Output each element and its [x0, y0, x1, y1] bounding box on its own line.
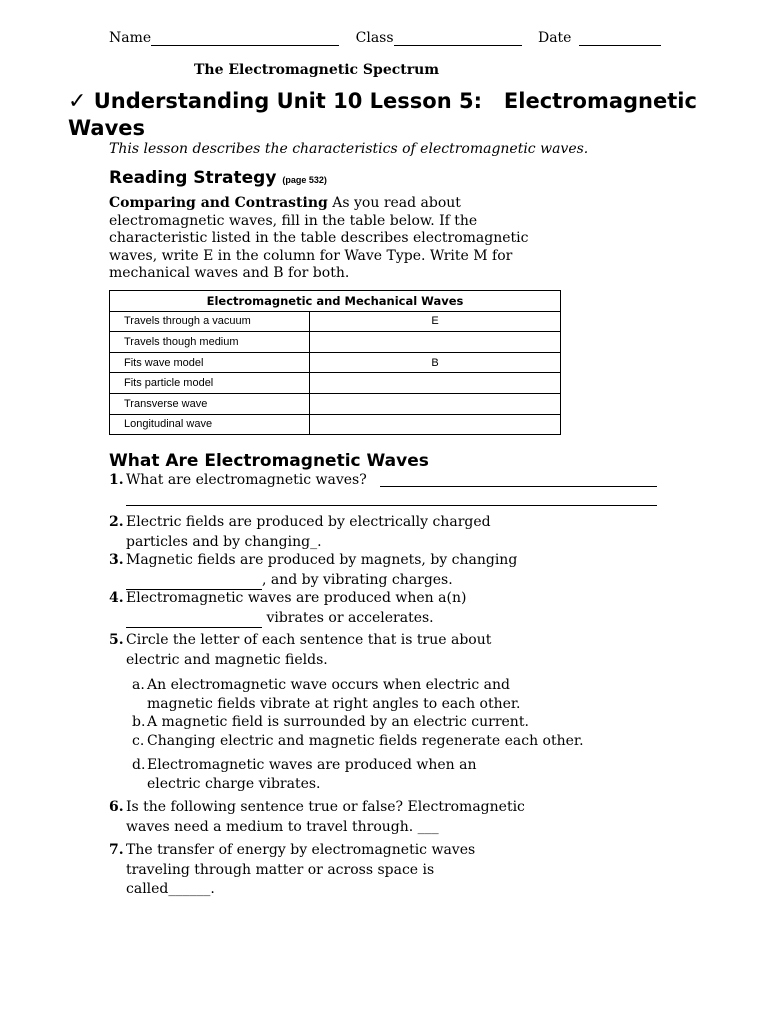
table-row	[110, 373, 561, 394]
table-row	[110, 393, 561, 414]
option-letter[interactable]: d.	[132, 757, 146, 773]
question-4	[109, 589, 669, 628]
name-field[interactable]	[151, 31, 339, 46]
question-text-end: vibrates or accelerates.	[262, 609, 434, 626]
table-title: Electromagnetic and Mechanical Waves	[110, 291, 561, 312]
question-number: 2.	[109, 514, 124, 530]
strategy-lead: Comparing and Contrasting	[109, 195, 328, 211]
question-1	[109, 471, 669, 491]
wave-type-cell[interactable]	[310, 373, 561, 394]
worksheet-subtitle: The Electromagnetic Spectrum	[194, 62, 440, 78]
wave-type-cell[interactable]	[310, 332, 561, 353]
header-line	[109, 30, 661, 46]
table-row	[110, 352, 561, 373]
class-field[interactable]	[394, 31, 522, 46]
reading-strategy-title: Reading Strategy	[109, 168, 277, 188]
table-row	[110, 414, 561, 435]
table-row	[110, 332, 561, 353]
section-heading: What Are Electromagnetic Waves	[109, 451, 429, 471]
option-letter[interactable]: c.	[132, 733, 145, 749]
answer-blank[interactable]	[126, 613, 262, 628]
option-text: An electromagnetic wave occurs when electric and magnetic fields vibrate at right angles to each other.	[147, 677, 521, 712]
lesson-intro: This lesson describes the characteristics of electromagnetic waves.	[109, 141, 589, 157]
wave-type-cell[interactable]: B	[310, 352, 561, 373]
option-a[interactable]	[132, 676, 612, 713]
row-label: Transverse wave	[110, 393, 310, 414]
row-label: Fits particle model	[110, 373, 310, 394]
row-label: Fits wave model	[110, 352, 310, 373]
wave-type-cell[interactable]: E	[310, 311, 561, 332]
reading-strategy-paragraph	[109, 195, 559, 283]
option-text: Changing electric and magnetic fields regenerate each other.	[147, 733, 584, 749]
wave-type-cell[interactable]	[310, 393, 561, 414]
question-text-end: , and by vibrating charges.	[262, 571, 453, 588]
question-number: 6.	[109, 799, 124, 815]
row-label: Longitudinal wave	[110, 414, 310, 435]
class-label: Class	[355, 30, 394, 46]
question-text: Electric fields are produced by electrically charged particles and by changing_.	[126, 514, 491, 550]
option-d[interactable]	[132, 756, 612, 793]
page-reference: (page 532)	[282, 175, 327, 185]
question-5	[109, 631, 669, 670]
answer-line[interactable]	[126, 505, 657, 506]
lesson-title	[68, 88, 728, 141]
option-letter[interactable]: b.	[132, 714, 146, 730]
waves-table	[109, 290, 561, 435]
answer-line[interactable]	[380, 486, 657, 487]
checkmark-icon: ✓	[68, 89, 87, 114]
question-text: Electromagnetic waves are produced when a(n)	[126, 590, 467, 606]
question-text: Magnetic fields are produced by magnets, by changing	[126, 552, 518, 568]
question-number: 1.	[109, 472, 124, 488]
strategy-body: As you read about electromagnetic waves, fill in the table below. If the characteristic listed in the table describes electromagnetic waves, write E in the column for Wave Type. Write M for mechanical waves and B for both.	[109, 195, 529, 281]
question-text: The transfer of energy by electromagnetic waves traveling through matter or across space is called______.	[126, 842, 476, 897]
question-3	[109, 551, 669, 590]
question-2	[109, 513, 669, 552]
name-label: Name	[109, 30, 152, 46]
question-6	[109, 798, 669, 837]
option-text: Electromagnetic waves are produced when an electric charge vibrates.	[147, 757, 477, 792]
row-label: Travels through a vacuum	[110, 311, 310, 332]
question-number: 4.	[109, 590, 124, 606]
date-field[interactable]	[579, 31, 661, 46]
date-label: Date	[537, 30, 572, 46]
question-text: Is the following sentence true or false? Electromagnetic waves need a medium to travel through. ___	[126, 799, 525, 835]
option-letter[interactable]: a.	[132, 677, 145, 693]
question-number: 3.	[109, 552, 124, 568]
option-c[interactable]	[132, 732, 612, 751]
wave-type-cell[interactable]	[310, 414, 561, 435]
row-label: Travels though medium	[110, 332, 310, 353]
table-row	[110, 311, 561, 332]
question-text: Circle the letter of each sentence that is true about electric and magnetic fields.	[126, 632, 492, 668]
question-number: 7.	[109, 842, 124, 858]
question-7	[109, 841, 669, 900]
answer-blank[interactable]	[126, 575, 262, 590]
reading-strategy-heading	[109, 168, 327, 188]
lesson-title-text: Understanding Unit 10 Lesson 5: Electromagnetic Waves	[68, 89, 705, 140]
question-text: What are electromagnetic waves?	[126, 472, 367, 488]
question-number: 5.	[109, 632, 124, 648]
option-b[interactable]	[132, 713, 612, 732]
option-text: A magnetic field is surrounded by an electric current.	[147, 714, 529, 730]
